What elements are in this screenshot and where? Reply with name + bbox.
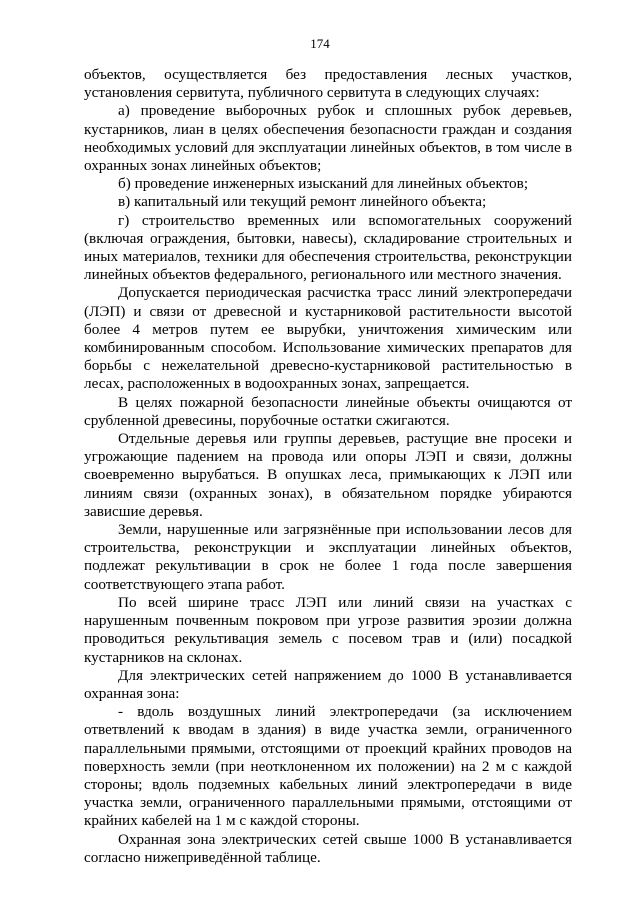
list-item-c: в) капитальный или текущий ремонт линейного объекта; [118, 193, 487, 211]
paragraph-fire-safety: В целях пожарной безопасности линейные объекты очищаются от срубленной древесины, порубочные остатки сжигаются. [84, 393, 572, 429]
paragraph-trees: Отдельные деревья или группы деревьев, растущие вне просеки и угрожающие падением на провода или опоры ЛЭП и связи, должны своевременно вырубаться. В опушках леса, примыкающих к ЛЭП или линиям связи (охранных зонах), в обязательном порядке убираются зависшие деревья. [84, 430, 572, 520]
paragraph-overhead-lines: - вдоль воздушных линий электропередачи (за исключением ответвлений к вводам в здания) в виде участка земли, ограниченного параллельными прямыми, отстоящими от проекций крайних проводов на поверхность земли (при неотклоненном их положении) на 2 м с каждой стороны; вдоль подземных кабельных линий электропередачи в виде участка земли, ограниченного параллельными прямыми, отстоящими от крайних кабелей на 1 м с каждой стороны. [84, 703, 572, 830]
paragraph-table-reference: Охранная зона электрических сетей свыше 1000 В устанавливается согласно нижеприведённой таблице. [84, 830, 572, 866]
list-item-a: а) проведение выборочных рубок и сплошных рубок деревьев, кустарников, лиан в целях обеспечения безопасности граждан и создания необходимых условий для эксплуатации линейных объектов, в том числе в охранных зонах линейных объектов; [84, 102, 572, 175]
list-item-b: б) проведение инженерных изысканий для линейных объектов; [118, 175, 529, 193]
paragraph-recultivation: Земли, нарушенные или загрязнённые при использовании лесов для строительства, реконструкции и эксплуатации линейных объектов, подлежат рекультивации в срок не более 1 года после завершения соответствующего этапа работ. [84, 521, 572, 593]
paragraph-erosion: По всей ширине трасс ЛЭП или линий связи на участках с нарушенным почвенным покровом при угрозе развития эрозии должна проводиться рекультивация земель с посевом трав и (или) посадкой кустарников на склонах. [84, 593, 572, 666]
paragraph-continuation: объектов, осуществляется без предоставления лесных участков, установления сервитута, публичного сервитута в следующих случаях: [84, 66, 572, 102]
paragraph-clearing: Допускается периодическая расчистка трасс линий электропередачи (ЛЭП) и связи от древесной и кустарниковой растительности высотой более 4 метров путем ее вырубки, уничтожения химическим или комбинированным способом. Использование химических препаратов для борьбы с нежелательной древесно-кустарниковой растительностью в лесах, расположенных в водоохранных зонах, запрещается. [84, 284, 572, 393]
paragraph-protection-zone: Для электрических сетей напряжением до 1000 В устанавливается охранная зона: [84, 666, 572, 702]
body-text [84, 66, 572, 867]
list-item-d: г) строительство временных или вспомогательных сооружений (включая ограждения, бытовки, навесы), складирование строительных и иных материалов, техники для обеспечения строительства, реконструкции линейных объектов федерального, регионального или местного значения. [84, 211, 572, 284]
page-number: 174 [310, 36, 330, 51]
